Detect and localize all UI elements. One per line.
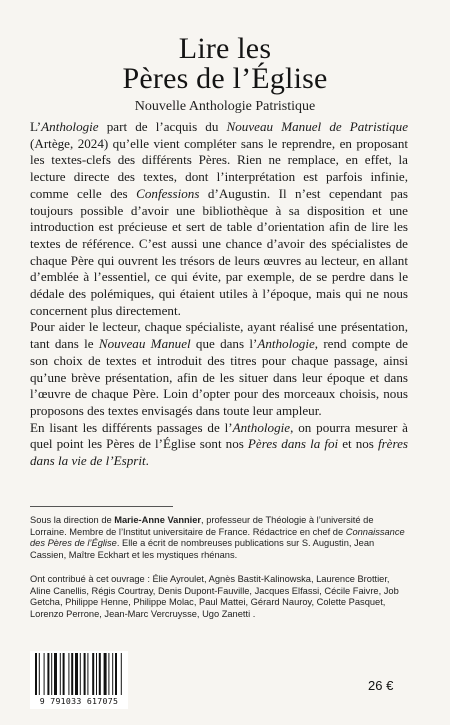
blurb-paragraph-3 [30, 420, 408, 470]
barcode-number: 9 791033 617075 [39, 696, 119, 706]
text-run: d’Augustin. Il n’est cependant pas toujours possible d’avoir une bibliothèque à sa disposition et une introduction est précieuse et sert de table d’orientation afin de lire les textes de référence. C’est aussi une chance d’avoir des spécialistes de chaque Père qui ouvrent les trésors de leurs œuvres au lecteur, en allant d’emblée à l’essentiel, ce qui évite, par exemple, de se perdre dans le dédale des polémiques, qui étaient utiles à l’époque, mais qui ne nous concernent plus directement. [30, 185, 408, 318]
blurb-paragraph-2 [30, 319, 408, 419]
text-run: . [145, 453, 149, 469]
text-run: que dans l’ [190, 336, 258, 352]
text-run: Anthologie [257, 336, 315, 352]
text-run: Nouveau Manuel de Patristique [226, 119, 409, 134]
barcode-bar [39, 653, 40, 695]
text-run: et nos [338, 436, 378, 452]
barcode-bar [71, 653, 73, 695]
text-run: part de l’acquis du [98, 119, 227, 134]
barcode-bar [35, 653, 37, 695]
text-run: Marie-Anne Vannier [114, 515, 202, 525]
barcode-bar [96, 653, 97, 695]
title-line-2: Pères de l’Église [122, 62, 328, 95]
text-run: . Elle a écrit de nombreuses publications sur S. Augustin, Jean Cassien, Maître Eckhart et les mystiques rhénans. [30, 538, 375, 561]
text-run: En lisant les différents passages de l’ [30, 419, 233, 435]
text-run: Pour aider le lecteur, chaque spécialiste, ayant réalisé une présentation, tant dans le [30, 319, 408, 352]
barcode-bar [84, 653, 86, 695]
editor-note [30, 515, 410, 562]
text-run: Anthologie [232, 419, 291, 435]
barcode-bar [47, 653, 49, 695]
barcode-bar [121, 653, 122, 695]
barcode [30, 651, 128, 709]
text-run: Confessions [136, 185, 200, 201]
barcode-bar [63, 653, 65, 695]
text-run: frères dans la vie de l’Esprit [30, 436, 409, 469]
blurb [30, 119, 408, 470]
barcode-bar [104, 653, 107, 695]
text-run: , on pourra mesurer à quel point les Pères de l’Église sont nos [30, 419, 408, 452]
text-run: Sous la direction de [30, 515, 115, 525]
text-run: Connaissance des Pères de l’Église [30, 526, 405, 549]
barcode-bar [44, 653, 45, 695]
divider [30, 506, 173, 507]
barcode-bar [75, 653, 78, 695]
barcode-bar [92, 653, 94, 695]
barcode-bar [112, 653, 113, 695]
barcode-bar [87, 653, 88, 695]
barcode-bar [115, 653, 117, 695]
barcode-bar [108, 653, 109, 695]
barcode-bar [51, 653, 52, 695]
barcode-bars [35, 653, 123, 697]
title-line-1: Lire les [178, 32, 272, 65]
text-run: (Artège, 2024) qu’elle vient compléter sans le reprendre, en proposant les textes-clefs des différents Pères. Rien ne remplace, en effet, la lecture directe des textes, dont l’interprétation est parfois infinie, comme celle des [30, 135, 408, 201]
title-block [0, 34, 450, 115]
text-run: Pères dans la foi [247, 436, 339, 452]
subtitle: Nouvelle Anthologie Patristique [134, 99, 316, 114]
price: 26 € [368, 678, 394, 693]
text-run: L’ [30, 119, 42, 134]
text-run: Ont contribué à cet ouvrage : Élie Ayroulet, Agnès Bastit-Kalinowska, Laurence Brottier, Aline Canellis, Régis Courtray, Denis Dupont-Fauville, Jacques Elfassi, Cécile Faivre, Job Getcha, Philippe Henne, Philippe Molac, Paul Mattei, Gérard Nauroy, Colette Pasquet, Lorenzo Perrone, Jean-Marc Vercruysse, Ugo Zanetti . [30, 574, 399, 620]
blurb-paragraph-1 [30, 119, 408, 319]
barcode-bar [54, 653, 57, 695]
barcode-bar [80, 653, 81, 695]
text-run: Anthologie [41, 119, 99, 134]
text-run: , professeur de Théologie à l’université de Lorraine. Membre de l’Institut universitaire de France. Rédactrice en chef de [30, 515, 374, 537]
text-run: , rend compte de son choix de textes et introduit des titres pour chaque passage, ainsi qu’une brève présentation, afin de les situer dans leur époque et dans l’œuvre de chaque Père. Loin d’opter pour des morceaux choisis, nous proposons des textes envisagés dans toute leur ampleur. [30, 336, 408, 418]
contributors-note [30, 574, 410, 621]
barcode-bar [68, 653, 69, 695]
text-run: Nouveau Manuel [98, 336, 191, 352]
barcode-bar [99, 653, 101, 695]
barcode-bar [60, 653, 61, 695]
